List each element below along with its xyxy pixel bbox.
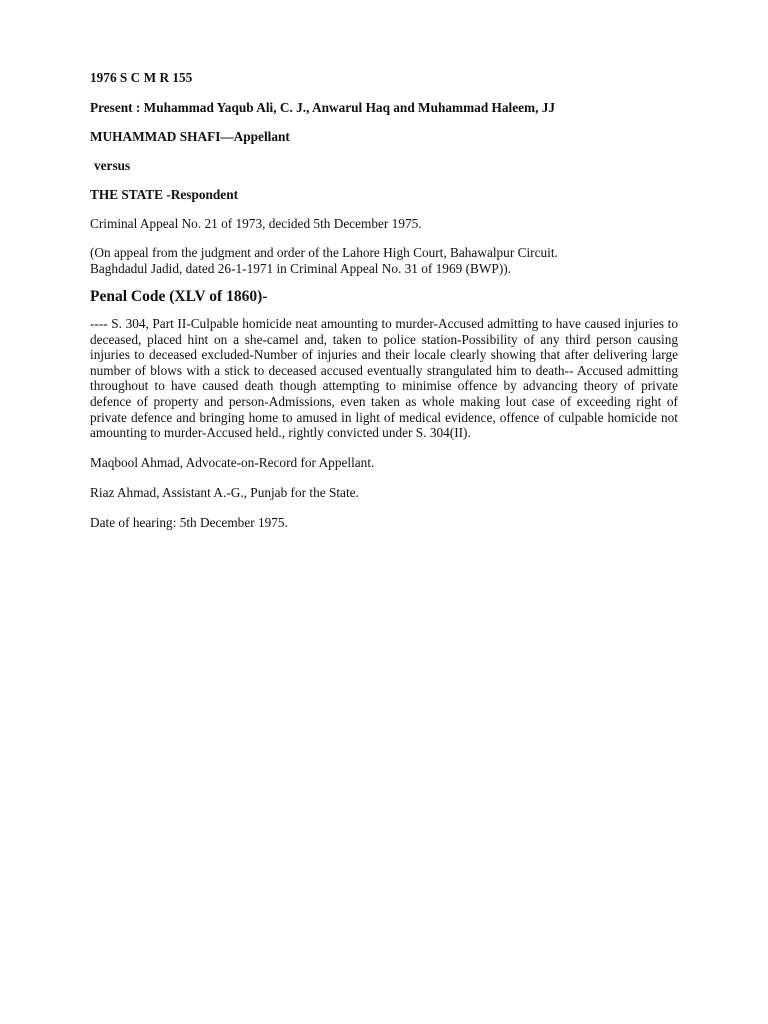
headnote-paragraph: ---- S. 304, Part II-Culpable homicide neat amounting to murder-Accused admitting to have caused injuries to deceased, placed hint on a she-camel and, taken to police station-Possibility of any third person causing injuries to deceased excluded-Number of injuries and their locale clearly showing that after delivering large number of blows with a stick to deceased accused eventually strangulated him to death-- Accused admitting throughout to have caused death though attempting to minimise offence by advancing theory of private defence of property and person-Admissions, even taken as whole making lout case of exceeding right of private defence and bringing home to amused in light of medical evidence, offence of culpable homicide not amounting to murder-Accused held., rightly convicted under S. 304(II). [90, 316, 678, 441]
counsel-appellant: Maqbool Ahmad, Advocate-on-Record for Appellant. [90, 454, 375, 470]
document-page [90, 70, 678, 531]
hearing-date: Date of hearing: 5th December 1975. [90, 514, 288, 530]
appeal-from-line-2: Baghdadul Jadid, dated 26-1-1971 in Criminal Appeal No. 31 of 1969 (BWP)). [90, 261, 512, 276]
versus-line: versus [94, 158, 131, 173]
appeal-from-block [90, 245, 678, 277]
bench-line: Present : Muhammad Yaqub Ali, C. J., Anwarul Haq and Muhammad Haleem, JJ [90, 100, 556, 115]
appeal-number: Criminal Appeal No. 21 of 1973, decided 5th December 1975. [90, 216, 422, 231]
statute-heading: Penal Code (XLV of 1860)- [90, 288, 268, 305]
counsel-state: Riaz Ahmad, Assistant A.-G., Punjab for the State. [90, 484, 359, 500]
respondent-line: THE STATE -Respondent [90, 187, 239, 202]
appellant-line: MUHAMMAD SHAFI—Appellant [90, 129, 290, 144]
case-citation: 1976 S C M R 155 [90, 70, 193, 85]
appeal-from-line-1: (On appeal from the judgment and order of the Lahore High Court, Bahawalpur Circuit. [90, 245, 558, 260]
